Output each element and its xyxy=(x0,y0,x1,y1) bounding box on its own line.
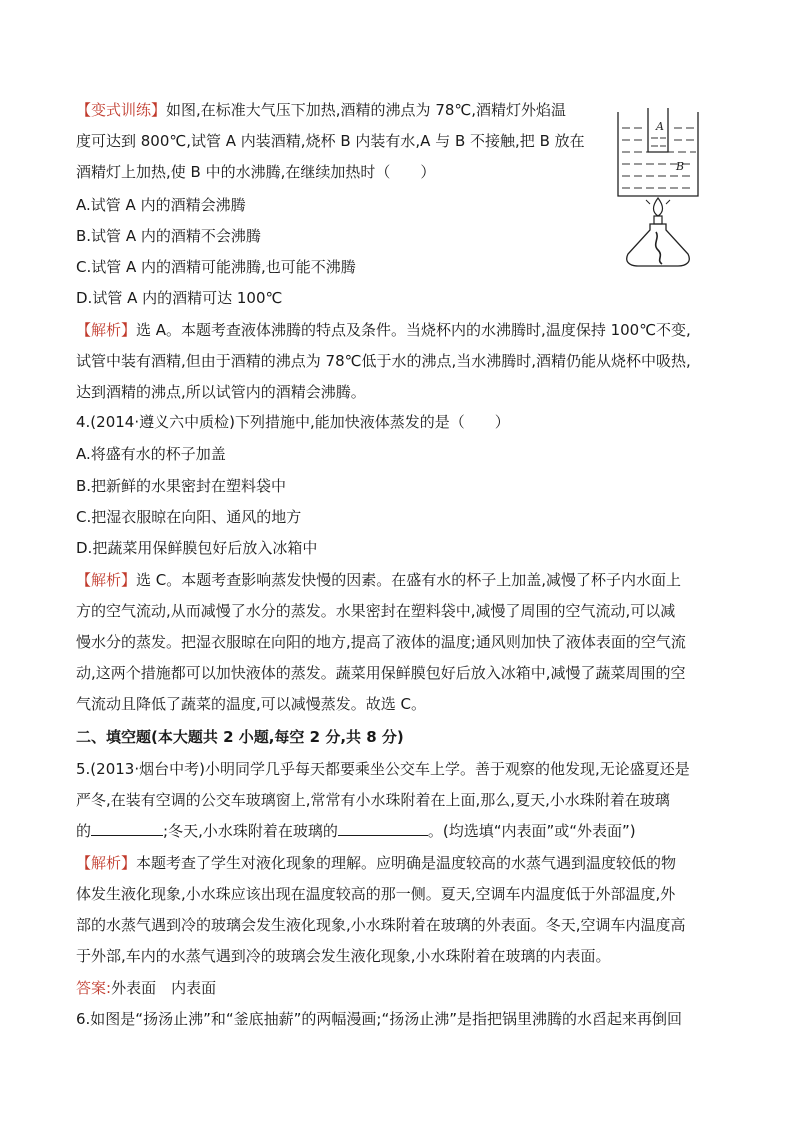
q4-option-a: A.将盛有水的杯子加盖 xyxy=(76,445,226,463)
analysis-tag: 【解析】 xyxy=(76,321,137,339)
q4-option-b: B.把新鲜的水果密封在塑料袋中 xyxy=(76,477,287,495)
q5-text-a: 的 xyxy=(76,822,92,840)
fill-blank-1[interactable] xyxy=(91,821,163,836)
q4-analysis-line-5: 气流动且降低了蔬菜的温度,可以减慢蒸发。故选 C。 xyxy=(76,695,427,713)
q5-line-3 xyxy=(76,821,636,841)
variant-text-1: 如图,在标准大气压下加热,酒精的沸点为 78℃,酒精灯外焰温 xyxy=(166,101,567,119)
q4-stem: 4.(2014·遵义六中质检)下列措施中,能加快液体蒸发的是（ ） xyxy=(76,413,510,431)
q4-analysis-line-1 xyxy=(76,570,681,590)
analysis-tag: 【解析】 xyxy=(76,571,137,589)
variant-question-line-3: 酒精灯上加热,使 B 中的水沸腾,在继续加热时（ ） xyxy=(76,163,436,181)
fill-blank-2[interactable] xyxy=(338,821,428,836)
q5-text-c: 。(均选填“内表面”或“外表面”) xyxy=(427,822,636,840)
q4-option-c: C.把湿衣服晾在向阳、通风的地方 xyxy=(76,508,302,526)
variant-analysis-line-3: 达到酒精的沸点,所以试管内的酒精会沸腾。 xyxy=(76,383,366,401)
analysis-text: 选 C。本题考查影响蒸发快慢的因素。在盛有水的杯子上加盖,减慢了杯子内水面上 xyxy=(136,571,682,589)
variant-question-line-2: 度可达到 800℃,试管 A 内装酒精,烧杯 B 内装有水,A 与 B 不接触,把 B 放在 xyxy=(76,132,585,150)
q5-analysis-line-4: 于外部,车内的水蒸气遇到冷的玻璃会发生液化现象,小水珠附着在玻璃的内表面。 xyxy=(76,947,611,965)
variant-option-a: A.试管 A 内的酒精会沸腾 xyxy=(76,196,246,214)
answer-text: 外表面 内表面 xyxy=(111,979,217,997)
analysis-text: 本题考查了学生对液化现象的理解。应明确是温度较高的水蒸气遇到温度较低的物 xyxy=(136,854,677,872)
q4-analysis-line-2: 方的空气流动,从而减慢了水分的蒸发。水果密封在塑料袋中,减慢了周围的空气流动,可以减 xyxy=(76,602,676,620)
variant-option-b: B.试管 A 内的酒精不会沸腾 xyxy=(76,227,261,245)
q5-answer xyxy=(76,978,216,998)
q5-text-b: ;冬天,小水珠附着在玻璃的 xyxy=(163,822,338,840)
section-2-title: 二、填空题(本大题共 2 小题,每空 2 分,共 8 分) xyxy=(76,728,404,746)
q4-option-d: D.把蔬菜用保鲜膜包好后放入冰箱中 xyxy=(76,539,318,557)
analysis-tag: 【解析】 xyxy=(76,854,137,872)
answer-label: 答案: xyxy=(76,979,112,997)
q5-analysis-line-3: 部的水蒸气遇到冷的玻璃会发生液化现象,小水珠附着在玻璃的外表面。冬天,空调车内温度高 xyxy=(76,916,686,934)
q4-analysis-line-4: 动,这两个措施都可以加快液体的蒸发。蔬菜用保鲜膜包好后放入冰箱中,减慢了蔬菜周围的空 xyxy=(76,664,686,682)
q5-line-1: 5.(2013·烟台中考)小明同学几乎每天都要乘坐公交车上学。善于观察的他发现,无论盛夏还是 xyxy=(76,760,690,778)
variant-option-c: C.试管 A 内的酒精可能沸腾,也可能不沸腾 xyxy=(76,258,356,276)
figure-label-a: A xyxy=(656,120,664,133)
variant-analysis-line-2: 试管中装有酒精,但由于酒精的沸点为 78℃低于水的沸点,当水沸腾时,酒精仍能从烧杯中吸热, xyxy=(76,352,691,370)
q4-analysis-line-3: 慢水分的蒸发。把湿衣服晾在向阳的地方,提高了液体的温度;通风则加快了液体表面的空气流 xyxy=(76,633,686,651)
q5-analysis-line-1 xyxy=(76,853,676,873)
q5-analysis-line-2: 体发生液化现象,小水珠应该出现在温度较高的那一侧。夏天,空调车内温度低于外部温度,外 xyxy=(76,885,676,903)
variant-analysis-line-1 xyxy=(76,320,691,340)
q6-line-1: 6.如图是“扬汤止沸”和“釜底抽薪”的两幅漫画;“扬汤止沸”是指把锅里沸腾的水舀起来再倒回 xyxy=(76,1010,682,1028)
figure-label-b: B xyxy=(676,160,685,173)
variant-training-tag: 【变式训练】 xyxy=(76,101,167,119)
variant-option-d: D.试管 A 内的酒精可达 100℃ xyxy=(76,289,283,307)
q5-line-2: 严冬,在装有空调的公交车玻璃窗上,常常有小水珠附着在上面,那么,夏天,小水珠附着在玻璃 xyxy=(76,791,670,809)
variant-question-line-1 xyxy=(76,100,566,120)
beaker-alcohol-lamp-figure xyxy=(612,108,704,268)
analysis-text: 选 A。本题考查液体沸腾的特点及条件。当烧杯内的水沸腾时,温度保持 100℃不变, xyxy=(136,321,691,339)
